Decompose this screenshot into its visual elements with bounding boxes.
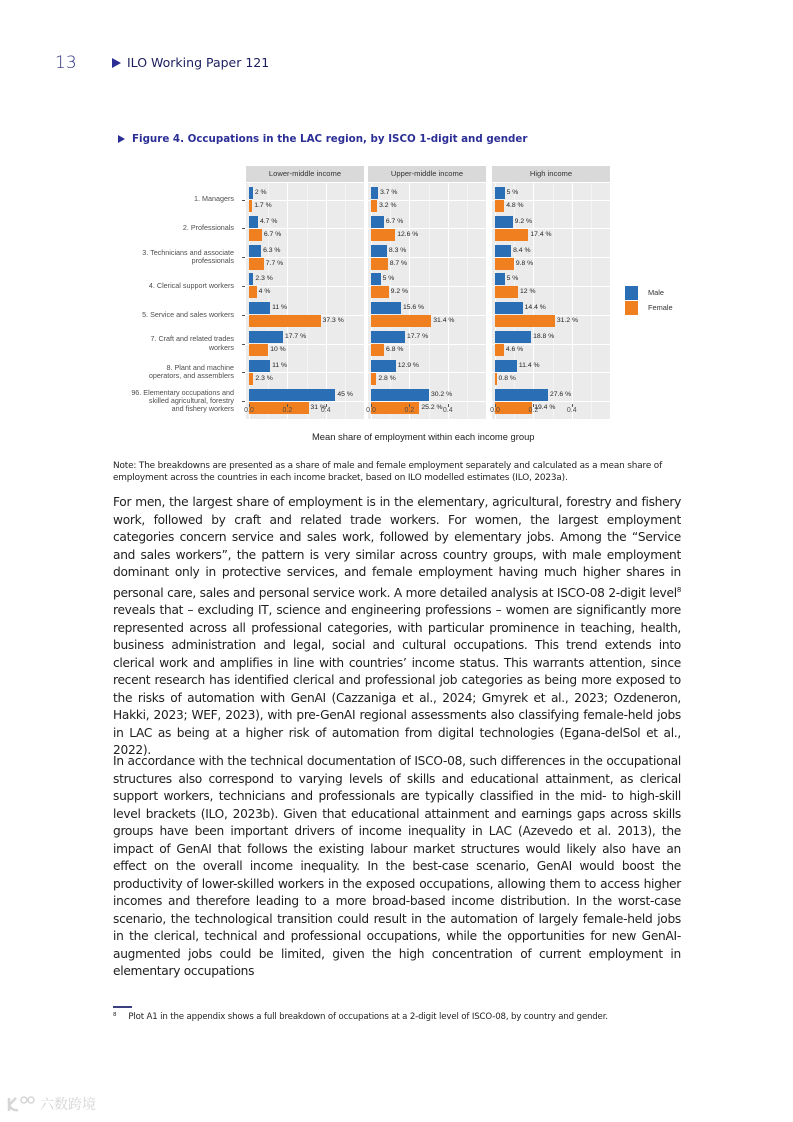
bar-female bbox=[495, 373, 497, 385]
watermark-logo-icon bbox=[6, 1095, 36, 1113]
footnote-reference[interactable]: 8 bbox=[676, 585, 681, 594]
grid-line-vertical bbox=[553, 183, 554, 419]
figure-note: Note: The breakdowns are presented as a share of male and female employment separately and calculated as a mean share of employment across the countries in each income bracket, based on ILO modelled estimates (ILO, 2023a). bbox=[113, 461, 663, 483]
bar-value-label: 8.7 % bbox=[389, 259, 408, 267]
x-axis-tick-label: 0.2 bbox=[282, 407, 293, 414]
bar-male bbox=[249, 245, 261, 257]
panel-strip-title: Upper-middle income bbox=[368, 166, 486, 182]
bar-male bbox=[371, 187, 378, 199]
y-axis-category-label bbox=[131, 389, 234, 414]
y-axis-label-line: 96. Elementary occupations and bbox=[131, 387, 234, 397]
bar-value-label: 17.4 % bbox=[530, 230, 552, 238]
bar-value-label: 25.2 % bbox=[421, 403, 443, 411]
bar-male bbox=[495, 245, 511, 257]
bar-value-label: 5 % bbox=[506, 275, 519, 283]
y-axis-category-label bbox=[194, 195, 234, 203]
x-axis-tick-label: 0.0 bbox=[366, 407, 376, 414]
bar-male bbox=[371, 331, 405, 343]
bar-value-label: 45 % bbox=[337, 390, 353, 398]
bar-value-label: 2.3 % bbox=[255, 275, 273, 283]
bar-female bbox=[371, 315, 431, 327]
bar-value-label: 0.8 % bbox=[498, 374, 516, 382]
body-paragraph-2: In accordance with the technical documentation of ISCO-08, such differences in the occupational structures also correspond to varying levels of skills and educational attainment, as clerical support workers, technicians and professionals are typically classified in the mid- to high-skill level brackets (ILO, 2023b). Given that educational attainment and earnings gaps across skills groups have been important drivers of income inequality in LAC (Azevedo et al. 2013), the impact of GenAI that follows the existing labour market structures would likely also have an effect on the overall income inequality. In the best-case scenario, GenAI would boost the productivity of lower-skilled workers in the exposed occupations, allowing them to access higher incomes and therefore leading to a more broad-based income distribution. In the worst-case scenario, the technological transition could result in the automation of largely female-held jobs in the clerical, technical and professional occupations, while the opportunities for new GenAI-augmented jobs could be limited, given the high concentration of current employment in elementary occupations bbox=[113, 754, 681, 978]
y-axis-label-line: professionals bbox=[191, 256, 234, 266]
bar-value-label: 6.7 % bbox=[385, 217, 404, 225]
y-axis-label-line: 3. Technicians and associate bbox=[142, 247, 234, 257]
bar-female bbox=[495, 258, 514, 270]
bar-female bbox=[371, 373, 376, 385]
watermark bbox=[6, 1094, 96, 1114]
figure-title bbox=[118, 133, 527, 145]
bar-male bbox=[249, 187, 253, 199]
bar-male bbox=[495, 216, 513, 228]
bar-male bbox=[495, 389, 548, 401]
chart-panel-upper-middle-income bbox=[368, 166, 486, 419]
grid-line-vertical bbox=[326, 183, 327, 419]
y-axis-category-label bbox=[149, 364, 234, 381]
y-axis-label-line: and fishery workers bbox=[171, 404, 234, 414]
y-axis-label-line: workers bbox=[208, 342, 234, 352]
grid-line-vertical bbox=[287, 183, 288, 419]
bar-value-label: 17.7 % bbox=[406, 333, 429, 340]
y-axis-label-line: 4. Clerical support workers bbox=[148, 280, 234, 290]
footnote-rule bbox=[113, 1006, 132, 1008]
bar-value-label: 37.3 % bbox=[322, 317, 344, 325]
grid-line-vertical bbox=[448, 183, 449, 419]
bar-value-label: 6.8 % bbox=[386, 346, 404, 353]
bar-female bbox=[249, 344, 268, 356]
bar-female bbox=[249, 258, 264, 270]
bar-value-label: 8.4 % bbox=[513, 246, 531, 254]
y-axis-label-line: 1. Managers bbox=[194, 194, 234, 204]
bar-female bbox=[371, 286, 389, 298]
bar-male bbox=[249, 360, 270, 372]
bar-value-label: 31.2 % bbox=[556, 317, 579, 325]
bar-value-label: 7.7 % bbox=[265, 259, 284, 267]
bar-female bbox=[495, 315, 555, 327]
y-axis-category-label bbox=[149, 282, 234, 290]
y-axis-tick bbox=[242, 286, 245, 287]
bar-male bbox=[249, 331, 283, 343]
bar-value-label: 3.2 % bbox=[379, 202, 397, 209]
bar-value-label: 4.7 % bbox=[260, 217, 278, 225]
x-axis-tick-label: 0.4 bbox=[320, 407, 331, 414]
triangle-bullet-icon bbox=[118, 135, 125, 143]
bar-value-label: 17.7 % bbox=[284, 333, 307, 340]
y-axis-category-label bbox=[183, 224, 234, 232]
bar-value-label: 4.8 % bbox=[506, 202, 524, 209]
bar-value-label: 12.9 % bbox=[397, 361, 419, 369]
bar-value-label: 10 % bbox=[270, 346, 286, 353]
bar-value-label: 12 % bbox=[520, 288, 536, 296]
bar-female bbox=[249, 315, 321, 327]
chart-panel-lower-middle-income bbox=[246, 166, 364, 419]
bar-chart bbox=[115, 160, 685, 450]
bar-value-label: 3.7 % bbox=[380, 189, 398, 196]
bar-male bbox=[495, 187, 505, 199]
bar-value-label: 11.4 % bbox=[518, 361, 540, 369]
bar-value-label: 5 % bbox=[506, 189, 519, 196]
grid-line-vertical bbox=[345, 183, 346, 419]
legend-label: Female bbox=[648, 303, 673, 312]
y-axis-category-label bbox=[142, 311, 234, 319]
bar-value-label: 9.2 % bbox=[514, 217, 533, 225]
grid-line-vertical bbox=[591, 183, 592, 419]
y-axis-tick bbox=[242, 257, 245, 258]
bar-female bbox=[249, 200, 252, 212]
chart-legend bbox=[625, 285, 673, 315]
y-axis-labels bbox=[115, 160, 241, 450]
bar-value-label: 27.6 % bbox=[549, 390, 572, 398]
bar-female bbox=[371, 200, 377, 212]
panel-strip-title: Lower-middle income bbox=[246, 166, 364, 182]
y-axis-label-line: operators, and assemblers bbox=[148, 371, 234, 381]
bar-value-label: 11 % bbox=[272, 361, 288, 369]
bar-value-label: 2 % bbox=[254, 189, 267, 196]
bar-female bbox=[371, 229, 395, 241]
bar-value-label: 1.7 % bbox=[254, 202, 272, 209]
y-axis-tick bbox=[242, 200, 245, 201]
bar-male bbox=[495, 331, 531, 343]
legend-item-male bbox=[625, 285, 673, 300]
y-axis-tick bbox=[242, 228, 245, 229]
y-axis-label-line: 7. Craft and related trades bbox=[150, 334, 234, 344]
y-axis-category-label bbox=[142, 249, 234, 266]
bar-value-label: 8.3 % bbox=[388, 246, 407, 254]
y-axis-tick bbox=[242, 372, 245, 373]
y-axis-tick bbox=[242, 315, 245, 316]
bar-value-label: 2.3 % bbox=[255, 374, 273, 382]
x-axis-title: Mean share of employment within each income group bbox=[312, 431, 535, 442]
bar-male bbox=[371, 360, 396, 372]
x-axis-tick-label: 0.4 bbox=[442, 407, 453, 414]
x-axis-ticks bbox=[246, 404, 364, 418]
y-axis-label-line: 5. Service and sales workers bbox=[142, 309, 234, 319]
x-axis-tick-label: 0.0 bbox=[490, 407, 500, 414]
bar-value-label: 15.6 % bbox=[402, 304, 425, 312]
bar-value-label: 14.4 % bbox=[524, 304, 546, 312]
bar-value-label: 2.8 % bbox=[378, 374, 396, 382]
bar-value-label: 9.2 % bbox=[390, 288, 409, 296]
bar-male bbox=[495, 360, 517, 372]
paragraph-1-text-a: For men, the largest share of employment is in the elementary, agricultural, forestry and fishery work, followed by craft and related trade workers. For women, the largest employment categories concern service and sales work, followed by elementary jobs. Among the “Service and sales workers”, the pattern is very similar across country groups, with male employment dominant only in protective services, and female employment having much higher shares in personal care, sales and personal service work. A more detailed analysis at ISCO-08 2-digit level bbox=[113, 495, 681, 600]
bar-male bbox=[371, 389, 429, 401]
grid-line-vertical bbox=[467, 183, 468, 419]
bar-male bbox=[371, 245, 387, 257]
grid-line-vertical bbox=[429, 183, 430, 419]
bar-value-label: 18.8 % bbox=[533, 333, 555, 340]
bar-female bbox=[495, 229, 528, 241]
panel-plot-area bbox=[246, 183, 364, 419]
bar-male bbox=[249, 389, 335, 401]
bar-value-label: 6.7 % bbox=[263, 230, 282, 238]
page-number: 13 bbox=[55, 53, 77, 73]
bar-female bbox=[495, 344, 504, 356]
bar-male bbox=[495, 302, 523, 314]
bar-value-label: 31.4 % bbox=[433, 317, 455, 325]
bar-value-label: 19.4 % bbox=[534, 403, 556, 411]
bar-female bbox=[495, 286, 518, 298]
bar-value-label: 6.3 % bbox=[263, 246, 281, 254]
bar-female bbox=[371, 344, 384, 356]
x-axis-tick-label: 0.0 bbox=[244, 407, 254, 414]
y-axis-label-line: skilled agricultural, forestry bbox=[148, 395, 234, 405]
y-axis-label-line: 2. Professionals bbox=[182, 223, 234, 233]
legend-item-female bbox=[625, 300, 673, 315]
body-paragraph-1 bbox=[113, 494, 681, 760]
paragraph-1-text-b: reveals that – excluding IT, science and engineering professions – women are significantly more represented across all professional categories, with particular prominence in teaching, health, business administration and legal, social and cultural occupations. This trend extends into clerical work and amplifies in line with countries’ income status. This warrants attention, since recent research has identified clerical and professional job categories as being more exposed to the risks of automation with GenAI (Cazzaniga et al., 2024; Gmyrek et al., 2023; Ozdeneron, Hakki, 2023; WEF, 2023), with pre-GenAI regional assessments also classifying female-held jobs in LAC as being at a higher risk of automation from digital technologies (Egana-delSol et al., 2022). bbox=[113, 603, 681, 758]
bar-value-label: 9.8 % bbox=[515, 259, 534, 267]
bar-male bbox=[371, 302, 401, 314]
panel-plot-area bbox=[492, 183, 610, 419]
bar-male bbox=[249, 273, 253, 285]
watermark-text: 六数跨境 bbox=[40, 1097, 96, 1113]
grid-line-vertical bbox=[307, 183, 308, 419]
bar-female bbox=[249, 286, 257, 298]
panel-plot-area bbox=[368, 183, 486, 419]
bar-value-label: 12.6 % bbox=[397, 230, 419, 238]
bar-value-label: 5 % bbox=[382, 275, 395, 283]
bar-value-label: 30.2 % bbox=[430, 390, 453, 398]
triangle-bullet-icon bbox=[112, 58, 121, 68]
bar-value-label: 4.6 % bbox=[505, 346, 524, 353]
running-header bbox=[112, 55, 269, 70]
footnote bbox=[113, 1012, 608, 1022]
x-axis-ticks bbox=[492, 404, 610, 418]
x-axis-tick-label: 0.2 bbox=[528, 407, 539, 414]
running-title: ILO Working Paper 121 bbox=[127, 55, 270, 70]
y-axis-tick bbox=[242, 401, 245, 402]
y-axis-category-label bbox=[150, 335, 234, 352]
x-axis-ticks bbox=[368, 404, 486, 418]
bar-value-label: 31 % bbox=[310, 403, 327, 411]
bar-male bbox=[371, 273, 381, 285]
chart-panel-high-income bbox=[492, 166, 610, 419]
bar-female bbox=[249, 229, 262, 241]
x-axis-tick-label: 0.4 bbox=[566, 407, 577, 414]
legend-swatch-icon bbox=[625, 301, 638, 315]
bar-male bbox=[249, 216, 258, 228]
figure-title-text: Figure 4. Occupations in the LAC region, by ISCO 1-digit and gender bbox=[132, 133, 528, 145]
y-axis-tick bbox=[242, 344, 245, 345]
panel-strip-title: High income bbox=[492, 166, 610, 182]
grid-line-vertical bbox=[409, 183, 410, 419]
y-axis-label-line: 8. Plant and machine bbox=[166, 362, 234, 372]
grid-line-vertical bbox=[572, 183, 573, 419]
bar-male bbox=[371, 216, 384, 228]
legend-swatch-icon bbox=[625, 286, 638, 300]
legend-label: Male bbox=[648, 288, 665, 297]
footnote-mark: 8 bbox=[113, 1012, 117, 1018]
grid-line-vertical bbox=[533, 183, 534, 419]
bar-male bbox=[249, 302, 270, 314]
bar-value-label: 11 % bbox=[272, 304, 288, 312]
bar-value-label: 4 % bbox=[258, 288, 271, 296]
bar-female bbox=[371, 258, 388, 270]
bar-female bbox=[495, 200, 504, 212]
x-axis-tick-label: 0.2 bbox=[404, 407, 415, 414]
bar-male bbox=[495, 273, 505, 285]
bar-female bbox=[249, 373, 253, 385]
footnote-text: Plot A1 in the appendix shows a full breakdown of occupations at a 2-digit level of ISCO-08, by country and gender. bbox=[128, 1012, 608, 1022]
